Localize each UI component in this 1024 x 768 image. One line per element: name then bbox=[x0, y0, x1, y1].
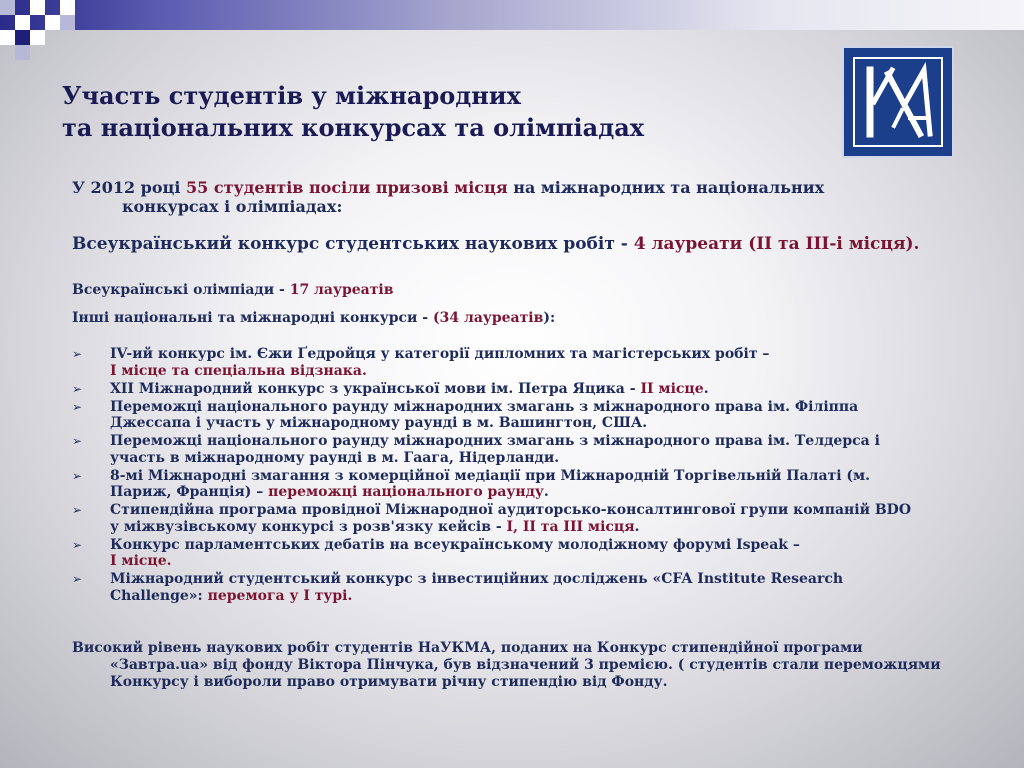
olympiads-text: Всеукраїнські олімпіади - bbox=[72, 282, 290, 298]
olympiads-highlight: 17 лауреатів bbox=[289, 282, 394, 298]
item-highlight: І, ІІ та ІІІ місця bbox=[506, 518, 635, 535]
other-contests-paragraph bbox=[72, 310, 772, 327]
list-item bbox=[72, 381, 912, 398]
bullet-arrow-icon: ➢ bbox=[72, 572, 83, 586]
top-decor-bar bbox=[0, 0, 1024, 30]
summary-paragraph bbox=[72, 178, 882, 216]
item-text: 8-мі Міжнародні змагання з комерційної медіації при Міжнародній Торгівельній Палаті (м. Париж, Франція) – bbox=[110, 467, 871, 500]
item-text: ХІІ Міжнародний конкурс з української мови ім. Петра Яцика - bbox=[110, 380, 641, 397]
other-highlight: (34 лауреатів bbox=[432, 310, 544, 326]
title-line-2: та національних конкурсах та олімпіадах bbox=[62, 113, 645, 142]
achievements-list bbox=[72, 346, 912, 606]
summary-text-c: на міжнародних та національних конкурсах і олімпіадах: bbox=[122, 178, 825, 216]
item-highlight: І місце та спеціальна відзнака. bbox=[110, 362, 367, 379]
item-highlight: перемога у І турі. bbox=[207, 587, 353, 604]
item-text-end: . bbox=[634, 518, 640, 535]
list-item bbox=[72, 571, 912, 604]
title-line-1: Участь студентів у міжнародних bbox=[62, 81, 521, 110]
list-item bbox=[72, 399, 912, 432]
university-logo bbox=[842, 46, 954, 158]
other-text-end: ): bbox=[543, 310, 556, 326]
item-text: Конкурс парламентських дебатів на всеукраїнському молодіжному форумі Ispeak – bbox=[110, 536, 800, 553]
bullet-arrow-icon: ➢ bbox=[72, 503, 83, 517]
logo-monogram-icon bbox=[844, 48, 952, 156]
bullet-arrow-icon: ➢ bbox=[72, 399, 83, 414]
list-item bbox=[72, 468, 912, 501]
item-text: Переможці національного раунду міжнародних змагань з міжнародного права ім. Телдерса і участь в міжнародному раунді в м. Гаага, Нідерланди. bbox=[110, 433, 880, 466]
contest-text: Всеукраїнський конкурс студентських наукових робіт - bbox=[72, 234, 634, 254]
item-text-end: . bbox=[543, 484, 549, 500]
summary-text-a: У 2012 році bbox=[72, 178, 186, 197]
list-item bbox=[72, 346, 912, 379]
item-text: Міжнародний студентський конкурс з інвестиційних досліджень «CFA Institute Research Challenge»: bbox=[110, 571, 844, 604]
bullet-arrow-icon: ➢ bbox=[72, 434, 83, 448]
item-highlight: ІІ місце bbox=[640, 380, 704, 397]
item-text-end: . bbox=[703, 380, 709, 397]
list-item bbox=[72, 502, 912, 535]
olympiads-paragraph bbox=[72, 282, 772, 299]
bullet-arrow-icon: ➢ bbox=[72, 537, 83, 552]
list-item bbox=[72, 537, 912, 570]
item-text: Стипендійна програма провідної Міжнародної аудиторсько-консалтингової групи компаній BDO у міжвузівському конкурсі з розв'язку кейсів - bbox=[110, 502, 912, 535]
bullet-arrow-icon: ➢ bbox=[72, 468, 83, 483]
other-text: Інші національні та міжнародні конкурси - bbox=[72, 310, 433, 326]
item-highlight: І місце. bbox=[110, 553, 172, 569]
bullet-arrow-icon: ➢ bbox=[72, 381, 83, 396]
national-contest-paragraph bbox=[72, 234, 990, 254]
final-paragraph: Високий рівень наукових робіт студентів НаУКМА, поданих на Конкурс стипендійної програми «Завтра.ua» від фонду Віктора Пінчука, був відзначений 3 премією. ( студентів стали переможцями Конкурсу і вибороли право отримувати річну стипендію від Фонду. bbox=[72, 640, 941, 690]
bullet-arrow-icon: ➢ bbox=[72, 347, 83, 361]
item-text: Переможці національного раунду міжнародних змагань з міжнародного права ім. Філіппа Джессапа і участь у міжнародному раунді в м. Вашингтон, США. bbox=[110, 398, 859, 431]
item-highlight: переможці національного раунду bbox=[268, 484, 544, 500]
list-item bbox=[72, 433, 912, 466]
contest-highlight: 4 лауреати (ІІ та ІІІ-і місця). bbox=[633, 234, 920, 254]
summary-highlight: 55 студентів посіли призові місця bbox=[185, 178, 508, 197]
item-text: IV-ий конкурс ім. Єжи Ґедройця у категорії дипломних та магістерських робіт – bbox=[110, 346, 770, 362]
slide-title bbox=[62, 80, 644, 144]
